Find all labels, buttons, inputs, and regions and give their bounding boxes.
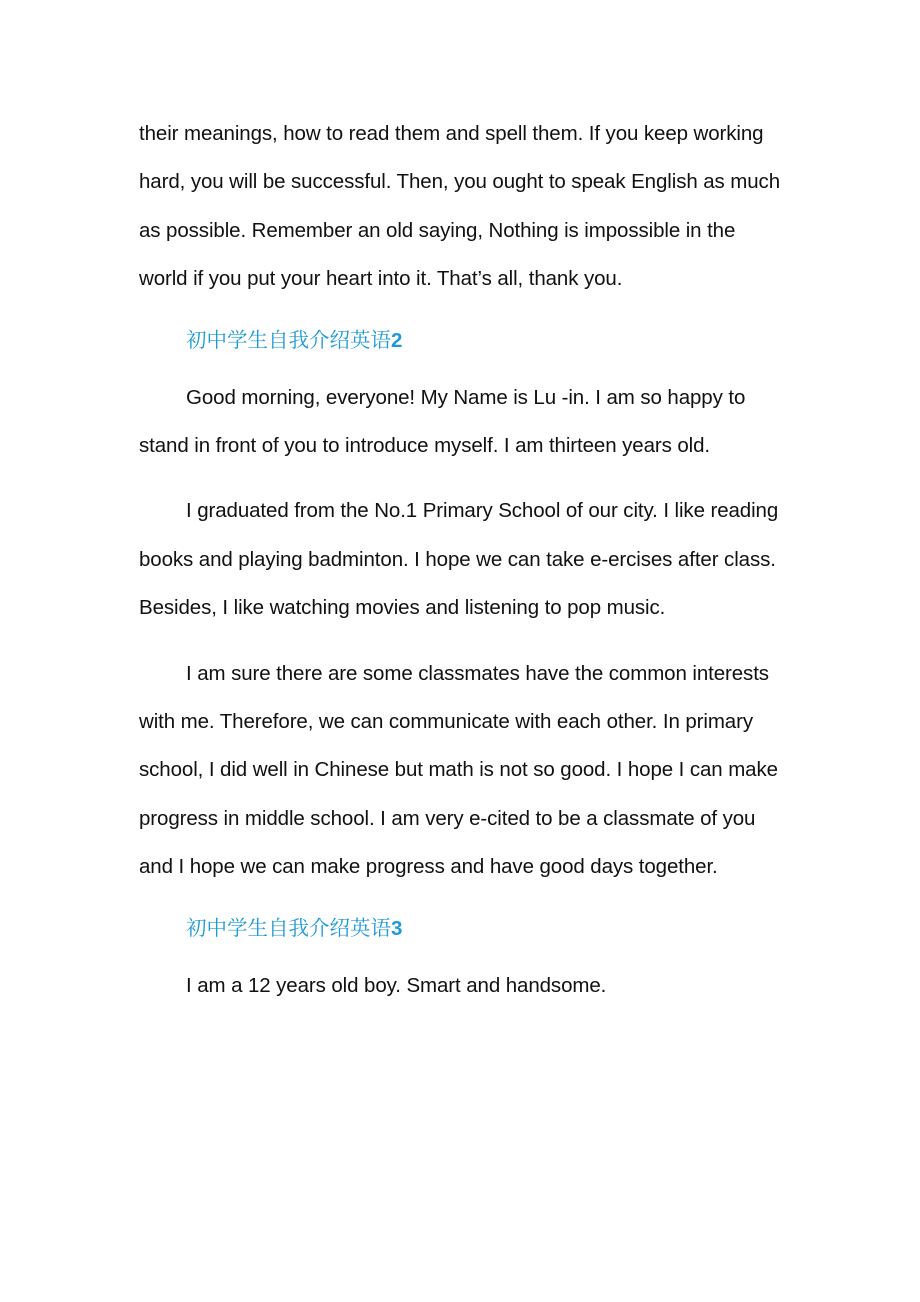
section-heading-3-number: 3 <box>391 916 403 940</box>
section-3-paragraph-1: I am a 12 years old boy. Smart and handsome. <box>186 973 607 997</box>
section-heading-3 <box>139 911 784 946</box>
section-2-paragraph-1: Good morning, everyone! My Name is Lu -in. I am so happy to stand in front of you to introduce myself. I am thirteen years old. <box>139 385 746 458</box>
section-2-paragraph-3: I am sure there are some classmates have the common interests with me. Therefore, we can communicate with each other. In primary school, I did well in Chinese but math is not so good. I hope I can make progress in middle school. I am very e-cited to be a classmate of you and I hope we can make progress and have good days together. <box>139 661 778 879</box>
section-heading-2 <box>139 323 784 358</box>
continuation-paragraph: their meanings, how to read them and spell them. If you keep working hard, you will be successful. Then, you ought to speak English as much as possible. Remember an old saying, Nothing is impossible in the world if you put your heart into it. That’s all, thank you. <box>139 122 781 291</box>
section-2-paragraph-2: I graduated from the No.1 Primary School of our city. I like reading books and playing badminton. I hope we can take e-ercises after class. Besides, I like watching movies and listening to pop music. <box>139 499 779 620</box>
section-heading-3-text: 初中学生自我介绍英语 <box>186 915 391 940</box>
document-body <box>139 110 784 1010</box>
section-heading-2-number: 2 <box>391 328 403 352</box>
section-heading-2-text: 初中学生自我介绍英语 <box>186 327 391 352</box>
